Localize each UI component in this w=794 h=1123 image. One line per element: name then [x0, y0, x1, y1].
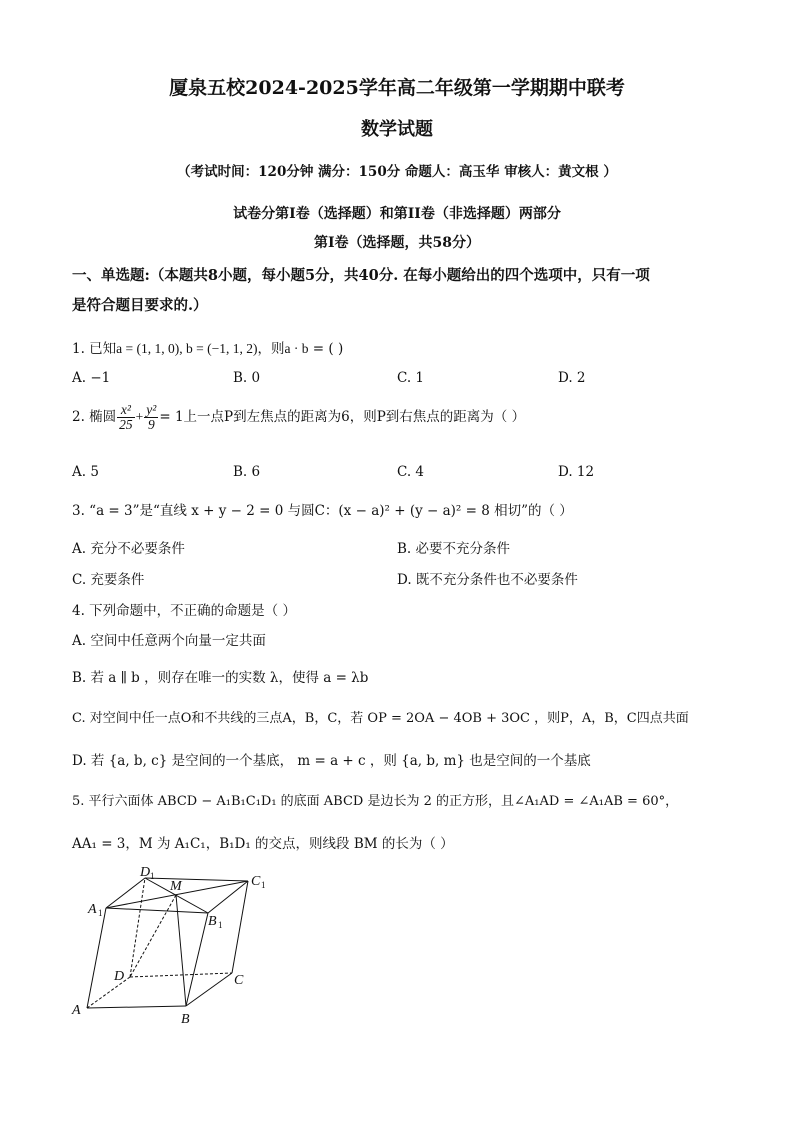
label-B: B [181, 1012, 190, 1027]
q2-frac1-num: x² [117, 403, 135, 418]
label-D1: D [140, 865, 151, 880]
q4-option-d: D. 若 {a, b, c} 是空间的一个基底， m = a + c ，则 {a, b, m} 也是空间的一个基底 [72, 753, 591, 769]
q1-dot-product: a · b [284, 341, 309, 356]
edge-A1B1 [106, 908, 208, 913]
edge-CC1 [232, 881, 248, 973]
question-5-line1: 5. 平行六面体 ABCD − A₁B₁C₁D₁ 的底面 ABCD 是边长为 2 的正方形，且∠A₁AD = ∠A₁AB = 60°， [72, 794, 679, 809]
q1-vectors: a = (1, 1, 0), b = (−1, 1, 2) [116, 341, 258, 356]
label-A1: A [88, 902, 97, 917]
question-3: 3. “a = 3”是“直线 x + y − 2 = 0 与圆C：(x − a)² + (y − a)² = 8 相切”的（ ） [72, 503, 573, 519]
label-C1: C [251, 874, 261, 889]
question-2 [72, 403, 525, 432]
q1-prefix: 1. 已知 [72, 341, 117, 357]
section1-instruction-line1: 一、单选题:（本题共8小题，每小题5分，共40分. 在每小题给出的四个选项中，只有一项 [72, 267, 650, 284]
q1-option-b: B. 0 [233, 370, 261, 386]
q4-option-c: C. 对空间中任一点O和不共线的三点A，B，C，若 OP = 2OA − 4OB + 3OC ，则P，A，B，C四点共面 [72, 711, 689, 726]
q1-mid: ，则 [257, 341, 285, 357]
q3-option-c: C. 充要条件 [72, 572, 145, 588]
q4-option-b: B. 若 a ∥ b ，则存在唯一的实数 λ，使得 a = λb [72, 670, 369, 686]
edge-DD1-hidden [130, 878, 145, 977]
label-C1-sub: 1 [261, 880, 266, 890]
edge-AB [87, 1006, 186, 1008]
parts-line: 试卷分第I卷（选择题）和第II卷（非选择题）两部分 [233, 206, 561, 222]
q2-prefix: 2. 椭圆 [72, 409, 117, 425]
q1-option-d: D. 2 [558, 370, 586, 386]
label-D1-sub: 1 [150, 871, 155, 881]
edge-AA1 [87, 908, 106, 1008]
q2-fraction-x [117, 403, 135, 432]
edge-DC-hidden [130, 973, 232, 977]
q2-option-b: B. 6 [233, 464, 261, 480]
q2-plus: + [135, 409, 144, 424]
q2-frac2-num: y² [146, 402, 157, 417]
section1-instruction-line2: 是符合题目要求的.） [72, 297, 208, 314]
edge-D1C1 [145, 878, 248, 881]
exam-subtitle: 数学试题 [361, 119, 433, 140]
label-B1: B [208, 914, 217, 929]
segment-MD-hidden [130, 895, 176, 977]
label-A: A [72, 1003, 81, 1018]
exam-info: （考试时间：120分钟 满分：150分 命题人：高玉华 审核人：黄文根 ） [177, 164, 617, 180]
question-5-line2: AA₁ = 3，M 为 A₁C₁，B₁D₁ 的交点，则线段 BM 的长为（ ） [72, 836, 454, 852]
question-1 [72, 337, 343, 357]
edge-B1C1 [208, 881, 248, 913]
label-A1-sub: 1 [98, 908, 103, 918]
q3-option-a: A. 充分不必要条件 [72, 541, 185, 557]
q3-option-d: D. 既不充分条件也不必要条件 [397, 572, 578, 588]
q2-frac1-den: 25 [119, 417, 133, 432]
q2-option-d: D. 12 [558, 464, 595, 480]
label-M: M [170, 879, 182, 894]
label-B1-sub: 1 [218, 920, 223, 930]
q1-option-a: A. −1 [72, 370, 111, 386]
parallelepiped-figure [60, 860, 290, 1030]
q2-fraction-y [144, 403, 158, 432]
question-4: 4. 下列命题中，不正确的命题是（ ） [72, 603, 296, 619]
q2-suffix: = 1上一点P到左焦点的距离为6，则P到右焦点的距离为（ ） [159, 409, 526, 425]
q3-option-b: B. 必要不充分条件 [397, 541, 511, 557]
q1-suffix: = ( ) [308, 341, 344, 357]
q1-option-c: C. 1 [397, 370, 425, 386]
q2-frac2-den: 9 [147, 417, 155, 432]
label-D: D [114, 969, 125, 984]
part1-heading: 第I卷（选择题，共58分） [313, 235, 481, 251]
edge-A1D1 [106, 878, 145, 908]
exam-title: 厦泉五校2024-2025学年高二年级第一学期期中联考 [169, 77, 625, 99]
q4-option-a: A. 空间中任意两个向量一定共面 [72, 633, 266, 649]
q2-option-c: C. 4 [397, 464, 425, 480]
label-C: C [234, 973, 244, 988]
q2-option-a: A. 5 [72, 464, 99, 480]
